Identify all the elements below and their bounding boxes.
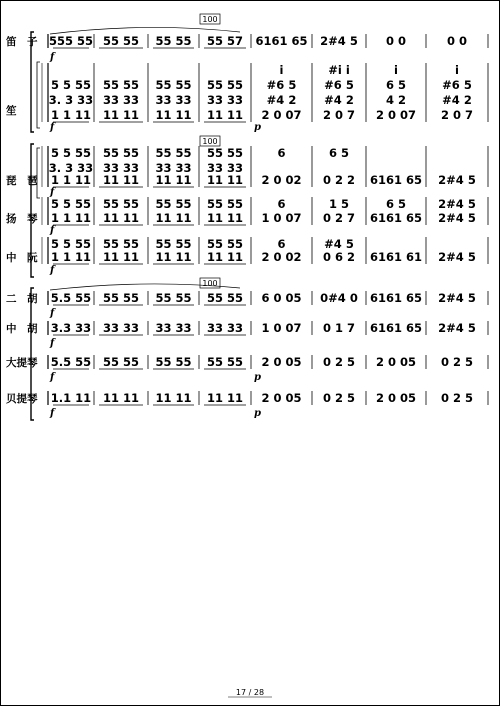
note-group: 6 <box>277 197 286 211</box>
note-group: 1 1 11 <box>50 250 92 264</box>
note-group: 6 5 <box>385 197 407 211</box>
note-group: 11 11 <box>155 250 192 264</box>
note-group: 11 11 <box>155 391 192 405</box>
note-group: 1 5 <box>328 197 350 211</box>
note-group: 0 2 2 <box>322 173 356 187</box>
note-group: 11 11 <box>206 173 244 187</box>
note-group: 2 0 07 <box>375 108 417 122</box>
note-group: 11 11 <box>102 173 140 187</box>
note-group: 3.3 33 <box>50 321 92 335</box>
note-group: 2 0 02 <box>261 250 302 264</box>
instrument-label: 扬 琴 <box>6 213 38 225</box>
note-group: 2#4 5 <box>438 197 476 211</box>
instrument-beitiqin <box>6 391 488 419</box>
dynamic-mark: f <box>50 187 55 198</box>
note-group: 0 0 <box>385 34 407 48</box>
note-group: 33 33 <box>206 93 244 107</box>
dynamic-mark: f <box>50 338 55 349</box>
note-group: 0 2 5 <box>440 355 474 369</box>
note-group: 0 2 5 <box>440 391 474 405</box>
dynamic-mark-2: p <box>254 122 261 133</box>
note-group: 11 11 <box>155 108 192 122</box>
instrument-dizi <box>6 34 488 63</box>
note-group: 55 55 <box>206 355 244 369</box>
instrument-pipa <box>6 146 488 198</box>
note-group: 1 1 11 <box>50 173 92 187</box>
note-group: 11 11 <box>206 211 244 225</box>
note-group: 6 <box>277 146 286 160</box>
note-group: 11 11 <box>206 250 244 264</box>
instrument-zhonghu <box>6 321 488 349</box>
instrument-datiqin <box>6 355 488 383</box>
dynamic-mark: f <box>50 122 55 133</box>
note-group: #6 5 <box>266 78 297 92</box>
note-group: 4 2 <box>385 93 407 107</box>
note-group: #6 5 <box>442 78 472 92</box>
note-group: 0 6 2 <box>322 250 356 264</box>
note-group: 55 55 <box>155 237 192 251</box>
note-group: 33 33 <box>102 93 140 107</box>
note-group: 1.1 11 <box>50 391 92 405</box>
note-group: 5 5 55 <box>50 78 92 92</box>
note-group: 11 11 <box>155 211 192 225</box>
rehearsal-mark: 100 <box>202 137 218 146</box>
note-group: 0 0 <box>446 34 468 48</box>
page-number: 17 / 28 <box>235 688 265 697</box>
note-group: i <box>279 63 284 77</box>
note-group: 2 0 05 <box>261 391 302 405</box>
instrument-sheng <box>6 63 488 133</box>
note-group: 2 0 7 <box>440 108 474 122</box>
note-group: 6161 65 <box>369 291 423 305</box>
note-group: 0 2 5 <box>322 355 356 369</box>
staff-brace-pipa <box>37 148 40 198</box>
note-group: 5.5 55 <box>50 291 92 305</box>
note-group: 11 11 <box>206 108 244 122</box>
note-group: 2 0 7 <box>322 108 356 122</box>
note-group: i <box>394 63 398 77</box>
note-group: 11 11 <box>206 391 244 405</box>
note-group: #4 5 <box>324 237 354 251</box>
note-group: 3. 3 33 <box>48 161 94 175</box>
note-group: 55 55 <box>102 237 140 251</box>
note-group: 2 0 07 <box>261 108 302 122</box>
note-group: 555 55 <box>48 34 94 48</box>
note-group: #i i <box>328 63 350 77</box>
score-systems <box>6 14 488 420</box>
instrument-label: 笙 <box>6 105 17 117</box>
dynamic-mark-2: p <box>254 372 261 383</box>
note-group: 55 55 <box>155 355 192 369</box>
note-group: 33 33 <box>155 161 192 175</box>
note-group: 1 1 11 <box>50 108 92 122</box>
note-group: 55 55 <box>102 34 140 48</box>
note-group: 6 0 05 <box>261 291 302 305</box>
instrument-zhongruan <box>6 237 488 276</box>
instrument-label: 大提琴 <box>6 357 38 369</box>
note-group: 2#4 5 <box>438 321 476 335</box>
note-group: 5 5 55 <box>50 237 92 251</box>
note-group: 33 33 <box>206 161 244 175</box>
note-group: 2#4 5 <box>438 291 476 305</box>
note-group: 0 1 7 <box>322 321 356 335</box>
note-group: 55 55 <box>102 197 140 211</box>
note-group: 55 55 <box>102 146 140 160</box>
note-group: 55 55 <box>206 237 244 251</box>
note-group: #4 2 <box>442 93 472 107</box>
note-group: 55 55 <box>155 197 192 211</box>
dynamic-mark: f <box>50 308 55 319</box>
dynamic-mark: f <box>50 408 55 419</box>
note-group: 2 0 05 <box>375 391 417 405</box>
instrument-yangqin <box>6 197 488 236</box>
note-group: 5 5 55 <box>50 197 92 211</box>
instrument-label: 二 胡 <box>6 293 38 305</box>
note-group: 3. 3 33 <box>48 93 94 107</box>
note-group: 55 55 <box>206 291 244 305</box>
note-group: 6161 65 <box>369 211 423 225</box>
instrument-label: 中 阮 <box>6 252 38 264</box>
note-group: 55 55 <box>206 146 244 160</box>
note-group: i <box>455 63 459 77</box>
instrument-label: 中 胡 <box>6 323 38 335</box>
note-group: 55 57 <box>206 34 244 48</box>
note-group: 55 55 <box>102 355 140 369</box>
note-group: 6161 65 <box>369 321 423 335</box>
note-group: 1 1 11 <box>50 211 92 225</box>
note-group: 11 11 <box>102 250 140 264</box>
note-group: #4 2 <box>324 93 354 107</box>
note-group: #4 2 <box>266 93 297 107</box>
note-group: 55 55 <box>155 291 192 305</box>
dynamic-mark-2: p <box>254 408 261 419</box>
note-group: 2#4 5 <box>438 211 476 225</box>
note-group: 6 5 <box>328 146 350 160</box>
note-group: 2 0 02 <box>261 173 302 187</box>
note-group: 6161 65 <box>369 173 423 187</box>
note-group: 2#4 5 <box>438 173 476 187</box>
note-group: 55 55 <box>206 78 244 92</box>
note-group: 6 5 <box>385 78 407 92</box>
note-group: 11 11 <box>102 391 140 405</box>
note-group: 55 55 <box>102 78 140 92</box>
note-group: 55 55 <box>155 34 192 48</box>
note-group: 6 <box>277 237 286 251</box>
note-group: 2#4 5 <box>438 250 476 264</box>
note-group: 11 11 <box>155 173 192 187</box>
dynamic-mark: f <box>50 265 55 276</box>
note-group: 0#4 0 <box>320 291 358 305</box>
note-group: 5.5 55 <box>50 355 92 369</box>
note-group: 2#4 5 <box>320 34 358 48</box>
note-group: 33 33 <box>155 321 192 335</box>
staff-brace-sheng <box>37 62 40 128</box>
note-group: 33 33 <box>155 93 192 107</box>
note-group: 11 11 <box>102 108 140 122</box>
note-group: 0 2 5 <box>322 391 356 405</box>
note-group: 2 0 05 <box>261 355 302 369</box>
instrument-label: 笛 子 <box>6 36 38 48</box>
note-group: 1 0 07 <box>261 211 302 225</box>
dynamic-mark: f <box>50 225 55 236</box>
rehearsal-mark: 100 <box>202 279 218 288</box>
note-group: 0 2 7 <box>322 211 356 225</box>
note-group: 33 33 <box>206 321 244 335</box>
note-group: 6161 65 <box>255 34 308 48</box>
rehearsal-mark: 100 <box>202 15 218 24</box>
dynamic-mark: f <box>50 52 55 63</box>
instrument-erhu <box>6 291 488 319</box>
note-group: 55 55 <box>155 146 192 160</box>
note-group: 11 11 <box>102 211 140 225</box>
note-group: 1 0 07 <box>261 321 302 335</box>
instrument-label: 贝提琴 <box>6 393 38 405</box>
dynamic-mark: f <box>50 372 55 383</box>
note-group: 55 55 <box>206 197 244 211</box>
note-group: #6 5 <box>324 78 354 92</box>
instrument-label: 琵 琶 <box>6 175 38 187</box>
note-group: 33 33 <box>102 321 140 335</box>
note-group: 5 5 55 <box>50 146 92 160</box>
note-group: 33 33 <box>102 161 140 175</box>
note-group: 6161 61 <box>369 250 423 264</box>
note-group: 2 0 05 <box>375 355 417 369</box>
note-group: 55 55 <box>155 78 192 92</box>
note-group: 55 55 <box>102 291 140 305</box>
